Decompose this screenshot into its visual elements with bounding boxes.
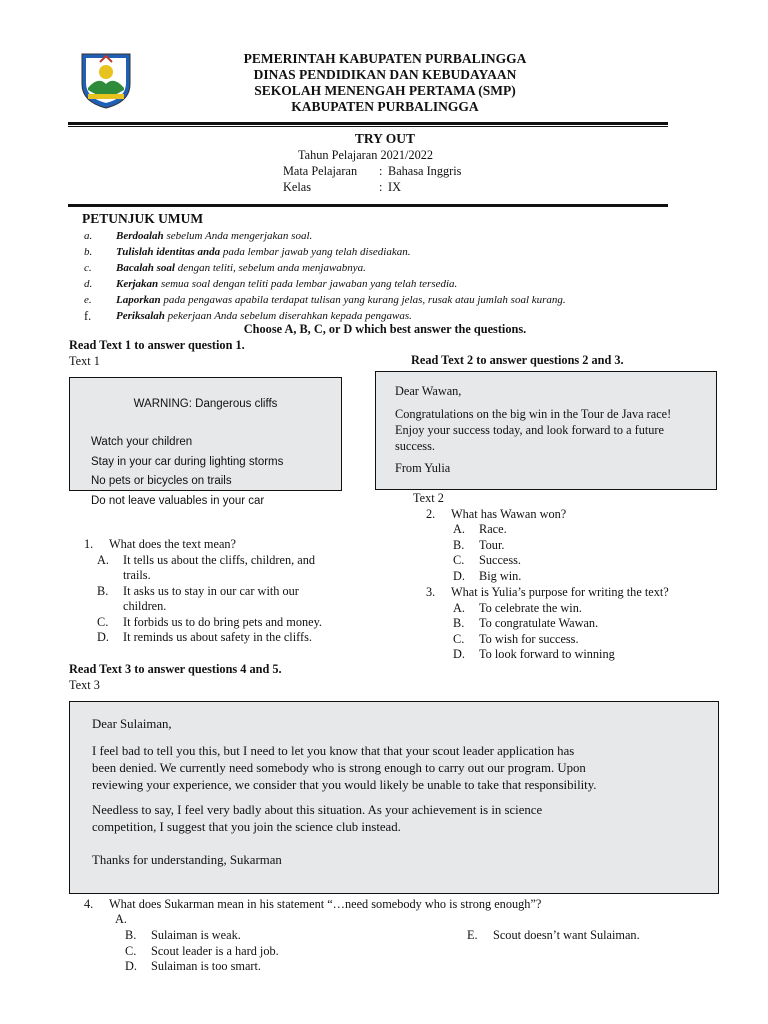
option-letter: D. — [453, 569, 465, 583]
option-text: It tells us about the cliffs, children, and — [123, 553, 316, 567]
choose-instruction: Choose A, B, C, or D which best answer the questions. — [243, 322, 527, 336]
option-letter: D. — [125, 959, 137, 973]
instruction-rest: pada pengawas apabila terdapat tulisan yang kurang jelas, rusak atau jumlah soal kurang. — [160, 294, 566, 306]
option-4e[interactable] — [467, 928, 640, 944]
option-3d[interactable] — [453, 647, 615, 663]
instruction-item — [84, 244, 724, 260]
letter-greeting: Dear Sulaiman, — [92, 717, 172, 731]
option-4a[interactable] — [115, 912, 127, 928]
option-letter: C. — [453, 553, 465, 567]
question-text: What is Yulia’s purpose for writing the text? — [451, 585, 669, 599]
option-4b[interactable] — [125, 928, 241, 944]
subject-value: Bahasa Inggris — [388, 164, 462, 178]
instruction-letter: c. — [84, 262, 92, 274]
instruction-letter: d. — [84, 278, 93, 290]
warning-line: No pets or bicycles on trails — [91, 475, 232, 487]
letter-body-line: Congratulations on the big win in the Tour de Java race! — [395, 407, 672, 421]
option-letter: A. — [115, 912, 127, 926]
option-3b[interactable] — [453, 616, 599, 632]
instruction-text — [116, 244, 410, 260]
option-text: children. — [123, 599, 167, 613]
instruction-letter: a. — [84, 230, 93, 242]
option-2a[interactable] — [453, 522, 507, 538]
option-letter: B. — [125, 928, 137, 942]
instruction-letter: f. — [84, 309, 92, 323]
option-text: Scout doesn’t want Sulaiman. — [493, 928, 640, 942]
option-letter: A. — [453, 522, 465, 536]
dept-title: DINAS PENDIDIKAN DAN KEBUDAYAAN — [253, 67, 517, 82]
letter-body-line: I feel bad to tell you this, but I need to let you know that that your scout leader application has — [92, 744, 575, 758]
instruction-keyword: Kerjakan — [116, 278, 159, 290]
instructions-heading: PETUNJUK UMUM — [82, 211, 204, 226]
text2-label: Text 2 — [413, 491, 444, 505]
instruction-text — [116, 276, 457, 292]
letter-closing: Thanks for understanding, Sukarman — [92, 853, 282, 867]
instruction-letter: e. — [84, 294, 92, 306]
option-1c[interactable] — [97, 615, 323, 631]
option-1b[interactable] — [97, 584, 299, 613]
instruction-rest: pada lembar jawab yang telah disediakan. — [220, 246, 411, 258]
instruction-letter: b. — [84, 246, 93, 258]
subject-sep: : — [379, 164, 383, 178]
instruction-item — [84, 228, 724, 244]
option-letter: E. — [467, 928, 478, 942]
instruction-keyword: Laporkan — [116, 294, 161, 306]
instruction-rest: pekerjaan Anda sebelum diserahkan kepada pengawas. — [164, 310, 412, 322]
text3-label: Text 3 — [69, 678, 100, 692]
option-text: To congratulate Wawan. — [479, 616, 599, 630]
instruction-item — [84, 276, 724, 292]
exam-title: TRY OUT — [354, 131, 416, 146]
option-2c[interactable] — [453, 553, 522, 569]
option-letter: D. — [97, 630, 109, 644]
question-4 — [84, 897, 542, 913]
option-text: It forbids us to do bring pets and money. — [123, 615, 323, 629]
question-3 — [426, 585, 669, 601]
option-letter: C. — [453, 632, 465, 646]
question-number: 3. — [426, 585, 436, 599]
option-text: To look forward to winning — [479, 647, 615, 661]
instructions-list — [84, 228, 724, 324]
instruction-rest: semua soal dengan teliti pada lembar jawaban yang telah tersedia. — [158, 278, 458, 290]
letter-body-line: been denied. We currently need somebody who is strong enough to carry out our program. Upon — [92, 761, 586, 775]
question-text: What has Wawan won? — [451, 507, 567, 521]
question-number: 1. — [84, 537, 94, 551]
option-text: To celebrate the win. — [479, 601, 582, 615]
class-sep: : — [379, 180, 383, 194]
letter-body-line: Needless to say, I feel very badly about this situation. As your achievement is in science — [92, 803, 543, 817]
option-text: Sulaiman is too smart. — [151, 959, 261, 973]
option-text: To wish for success. — [479, 632, 579, 646]
letter-sign: From Yulia — [395, 461, 451, 475]
instruction-keyword: Periksalah — [116, 310, 165, 322]
instruction-item — [84, 260, 724, 276]
option-3c[interactable] — [453, 632, 579, 648]
school-year: Tahun Pelajaran 2021/2022 — [298, 148, 434, 162]
instruction-keyword: Berdoalah — [116, 230, 164, 242]
option-letter: B. — [453, 616, 465, 630]
warning-sign-box — [69, 377, 342, 507]
letter-body-line: competition, I suggest that you join the science club instead. — [92, 820, 401, 834]
question-text: What does Sukarman mean in his statement “…need somebody who is strong enough”? — [109, 897, 542, 911]
header-divider-thin — [68, 126, 668, 127]
option-letter: B. — [453, 538, 465, 552]
question-number: 4. — [84, 897, 94, 911]
instruction-keyword: Tulislah identitas anda — [116, 246, 221, 258]
option-text: Tour. — [479, 538, 505, 552]
option-2b[interactable] — [453, 538, 505, 554]
school-title: SEKOLAH MENENGAH PERTAMA (SMP) — [254, 83, 516, 98]
warning-title: WARNING: Dangerous cliffs — [133, 398, 278, 410]
question-2 — [426, 507, 567, 523]
letter-box-sulaiman — [69, 701, 719, 894]
option-1a[interactable] — [97, 553, 316, 582]
instruction-rest: dengan teliti, sebelum anda menjawabnya. — [174, 262, 366, 274]
letter-body-line: reviewing your experience, we consider that you would likely be unable to take that responsibility. — [92, 778, 597, 792]
text1-label: Text 1 — [69, 354, 100, 368]
class-value: IX — [388, 180, 401, 194]
option-4d[interactable] — [125, 959, 261, 975]
warning-line: Do not leave valuables in your car — [91, 495, 265, 507]
info-divider — [68, 204, 668, 207]
instruction-rest: sebelum Anda mengerjakan soal. — [163, 230, 313, 242]
option-text: Success. — [479, 553, 522, 567]
text3-lead: Read Text 3 to answer questions 4 and 5. — [69, 662, 282, 676]
class-label: Kelas — [283, 180, 311, 194]
option-letter: C. — [97, 615, 109, 629]
option-letter: D. — [453, 647, 465, 661]
option-text: It reminds us about safety in the cliffs. — [123, 630, 312, 644]
question-text: What does the text mean? — [109, 537, 237, 551]
option-letter: A. — [97, 553, 109, 567]
warning-line: Watch your children — [91, 436, 193, 448]
text2-lead: Read Text 2 to answer questions 2 and 3. — [411, 353, 624, 367]
option-2d[interactable] — [453, 569, 522, 585]
question-number: 2. — [426, 507, 436, 521]
option-text: It asks us to stay in our car with our — [123, 584, 299, 598]
instruction-text — [116, 260, 366, 276]
option-1d[interactable] — [97, 630, 312, 646]
option-3a[interactable] — [453, 601, 582, 617]
question-1 — [84, 537, 237, 553]
text1-lead: Read Text 1 to answer question 1. — [69, 338, 245, 352]
regency-title: KABUPATEN PURBALINGGA — [291, 99, 479, 114]
letter-greeting: Dear Wawan, — [395, 384, 462, 398]
letter-box-wawan — [375, 371, 717, 490]
option-4c[interactable] — [125, 944, 279, 960]
instruction-text — [116, 228, 312, 244]
instruction-keyword: Bacalah soal — [116, 262, 175, 274]
subject-label: Mata Pelajaran — [283, 164, 358, 178]
option-text: trails. — [123, 568, 151, 582]
option-text: Scout leader is a hard job. — [151, 944, 279, 958]
option-letter: C. — [125, 944, 137, 958]
option-text: Sulaiman is weak. — [151, 928, 241, 942]
letter-body-line: success. — [395, 439, 435, 453]
warning-line: Stay in your car during lighting storms — [91, 456, 284, 468]
letter-body-line: Enjoy your success today, and look forward to a future — [395, 423, 664, 437]
instruction-text — [116, 292, 566, 308]
option-text: Big win. — [479, 569, 522, 583]
option-text: Race. — [479, 522, 507, 536]
instruction-item — [84, 292, 724, 308]
gov-title: PEMERINTAH KABUPATEN PURBALINGGA — [243, 51, 527, 66]
option-letter: A. — [453, 601, 465, 615]
header-divider — [68, 122, 668, 125]
option-letter: B. — [97, 584, 109, 598]
